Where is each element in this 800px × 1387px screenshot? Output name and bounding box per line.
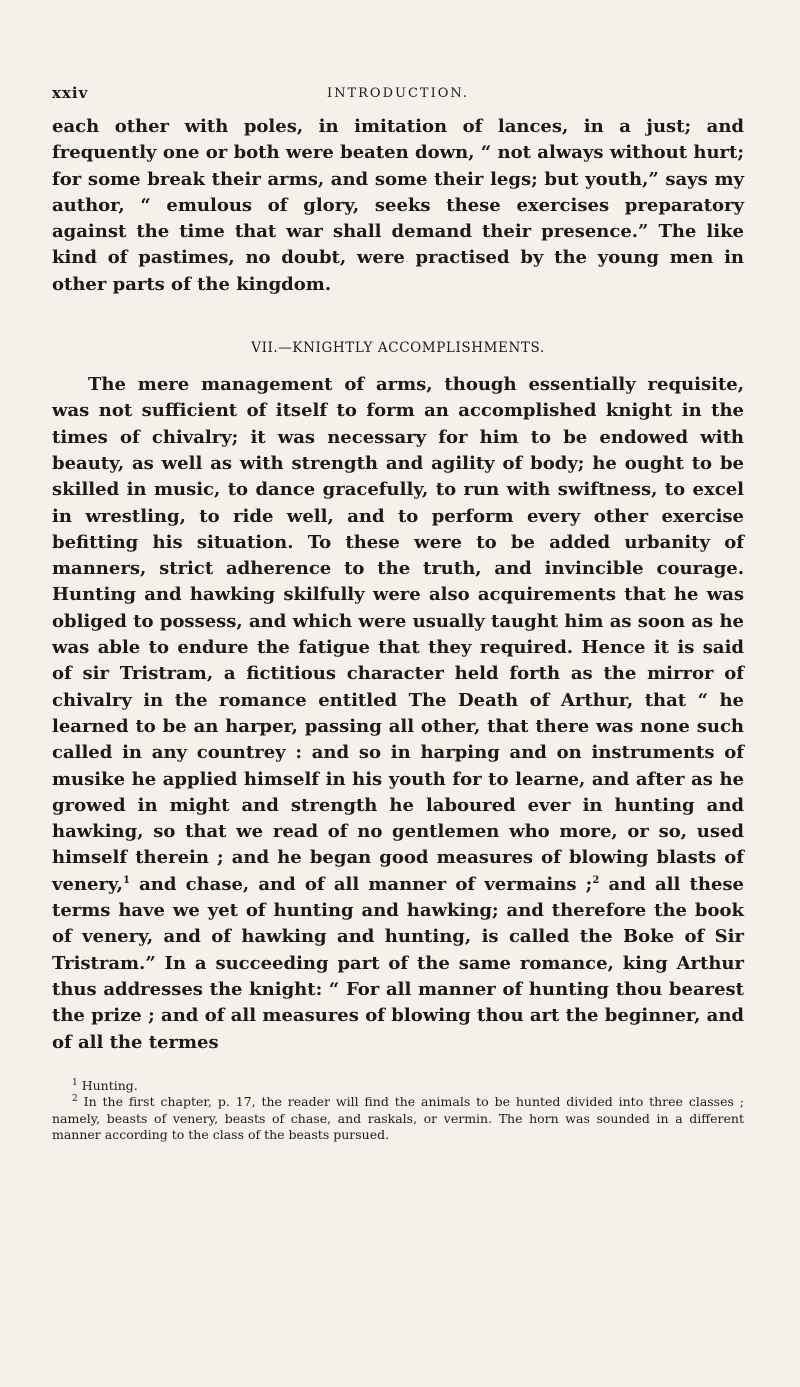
book-page: [0, 84, 800, 1387]
section-heading: VII.—KNIGHTLY ACCOMPLISHMENTS.: [251, 340, 545, 357]
running-head: [52, 84, 744, 114]
paragraph-text-b: and chase, and of all manner of vermains ;: [129, 873, 593, 895]
footnote-mark: 1: [72, 1077, 78, 1088]
footnotes: [52, 1078, 744, 1144]
page-number: xxiv: [52, 84, 89, 102]
footnote-text: Hunting.: [81, 1077, 138, 1093]
footnote-text: In the first chapter, p. 17, the reader will find the animals to be hunted divided into three classes ; namely, beasts of venery, beasts of chase, and raskals, or vermin. The horn was sounded in a different manner according to the class of the beasts pursued.: [52, 1094, 745, 1143]
footnote-ref-2: 2: [592, 874, 600, 886]
footnote-mark: 2: [72, 1094, 78, 1105]
paragraph-continued: each other with poles, in imitation of lances, in a just; and frequently one or both were beaten down, “ not always without hurt; for some break their arms, and some their legs; but youth,” says my author, “ emulous of glory, seeks these exercises preparatory against the time that war shall demand their presence.” The like kind of pastimes, no doubt, were practised by the young men in other parts of the kingdom.: [52, 116, 744, 295]
paragraph-text-a: The mere management of arms, though essentially requisite, was not sufficient of itself to form an accomplished knight in the times of chivalry; it was necessary for him to be endowed with beauty, as well as with strength and agility of body; he ought to be skilled in music, to dance gracefully, to run with swiftness, to excel in wrestling, to ride well, and to perform every other exercise befitting his situation. To these were to be added urbanity of manners, strict adherence to the truth, and invincible courage. Hunting and hawking skilfully were also acquirements that he was obliged to possess, and which were usually taught him as soon as he was able to endure the fatigue that they required. Hence it is said of sir Tristram, a fictitious character held forth as the mirror of chivalry in the romance entitled The Death of Arthur, that “ he learned to be an harper, passing all other, that there was none such called in any countrey : and so in harping and on instruments of musike he applied himself in his youth for to learne, and after as he growed in might and strength he laboured ever in hunting and hawking, so that we read of no gentlemen who more, or so, used himself therein ; and he began good measures of blowing blasts of venery,: [52, 374, 744, 895]
footnote-2: [52, 1094, 744, 1144]
paragraph-knightly-accomplishments: [52, 372, 744, 1056]
running-title: INTRODUCTION.: [326, 86, 470, 101]
footnote-1: [52, 1078, 744, 1095]
footnote-ref-1: 1: [122, 874, 130, 886]
paragraph-text-c: and all these terms have we yet of hunting and hawking; and therefore the book of venery, and of hawking and hunting, is called the Boke of Sir Tristram.” In a succeeding part of the same romance, king Arthur thus addresses the knight: “ For all manner of hunting thou bearest the prize ; and of all measures of blowing thou art the beginner, and of all the termes: [52, 873, 744, 1053]
